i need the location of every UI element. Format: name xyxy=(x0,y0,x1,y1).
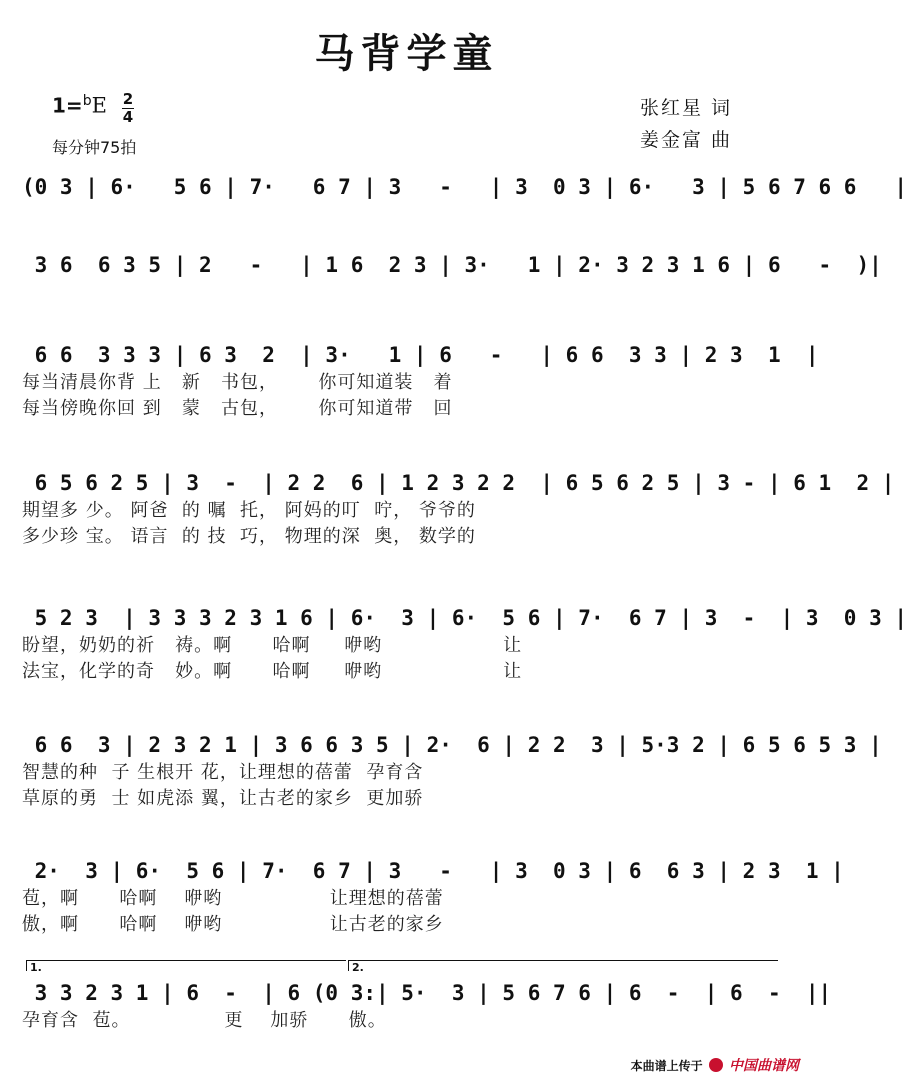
lyric-verse-1: 期望多 少。 阿爸 的 嘱 托， 阿妈的叮 咛， 爷爷的 xyxy=(22,500,476,521)
site-logo-icon xyxy=(709,1058,723,1072)
key-prefix: 1= xyxy=(52,93,83,118)
score-title: 马背学童 xyxy=(314,31,499,77)
notation-line: 6 6 3 | 2 3 2 1 | 3 6 6 3 5 | 2· 6 | 2 2 3 | 5·3 2 | 6 5 6 5 3 | xyxy=(22,733,882,757)
notation-line: 6 6 3 3 3 | 6 3 2 | 3· 1 | 6 - | 6 6 3 3 | 2 3 1 | xyxy=(22,343,819,367)
notation-line: 6 5 6 2 5 | 3 - | 2 2 6 | 1 2 3 2 2 | 6 5 6 2 5 | 3 - | 6 1 2 | xyxy=(22,471,895,495)
lyric-verse-1: 苞，啊 哈啊 咿哟 让理想的蓓蕾 xyxy=(22,888,444,909)
key-signature xyxy=(52,93,107,118)
score-row-6 xyxy=(22,730,882,812)
notation-line: 3 6 6 3 5 | 2 - | 1 6 2 3 | 3· 1 | 2· 3 2 3 1 6 | 6 - )| xyxy=(22,253,882,277)
notation-line: 2· 3 | 6· 5 6 | 7· 6 7 | 3 - | 3 0 3 | 6 6 3 | 2 3 1 | xyxy=(22,859,844,883)
lyric-verse-1: 每当清晨你背 上 新 书包， 你可知道装 着 xyxy=(22,372,453,393)
lyric-verse-2: 多少珍 宝。 语言 的 技 巧， 物理的深 奥， 数学的 xyxy=(22,526,476,547)
score-row-8 xyxy=(22,978,832,1034)
tempo-marking: 每分钟75拍 xyxy=(52,138,137,157)
score-row-4 xyxy=(22,468,895,550)
flat-symbol: b xyxy=(82,93,92,109)
score-row-1 xyxy=(22,172,907,202)
time-top: 2 xyxy=(122,90,134,108)
score-row-5 xyxy=(22,603,907,685)
lyric-verse-1: 智慧的种 子 生根开 花，让理想的蓓蕾 孕育含 xyxy=(22,762,424,783)
score-row-7 xyxy=(22,856,844,938)
notation-line: (0 3 | 6· 5 6 | 7· 6 7 | 3 - | 3 0 3 | 6· 3 | 5 6 7 6 6 | xyxy=(22,175,907,199)
time-signature xyxy=(122,92,134,125)
composer-credit: 姜金富 曲 xyxy=(640,129,733,151)
lyric-verse-2: 傲，啊 哈啊 咿哟 让古老的家乡 xyxy=(22,914,444,935)
footer-site-name: 中国曲谱网 xyxy=(729,1058,799,1074)
lyric-verse-2: 草原的勇 士 如虎添 翼，让古老的家乡 更加骄 xyxy=(22,788,424,809)
footer-credit xyxy=(631,1055,799,1075)
notation-line: 3 3 2 3 1 | 6 - | 6 (0 3:| 5· 3 | 5 6 7 6 | 6 - | 6 - || xyxy=(22,981,832,1005)
lyric-verse-2: 法宝，化学的奇 妙。啊 哈啊 咿哟 让 xyxy=(22,661,523,682)
notation-line: 5 2 3 | 3 3 3 2 3 1 6 | 6· 3 | 6· 5 6 | 7· 6 7 | 3 - | 3 0 3 | xyxy=(22,606,907,630)
volta-first-ending: 1. xyxy=(26,960,346,971)
score-row-3 xyxy=(22,340,819,422)
lyric-verse-1: 孕育含 苞。 更 加骄 傲。 xyxy=(22,1010,387,1031)
score-row-2 xyxy=(22,250,882,280)
lyric-verse-2: 每当傍晚你回 到 蒙 古包， 你可知道带 回 xyxy=(22,398,453,419)
volta-second-ending: 2. xyxy=(348,960,778,971)
lyricist-credit: 张红星 词 xyxy=(640,97,733,119)
time-bottom: 4 xyxy=(122,108,134,126)
lyric-verse-1: 盼望，奶奶的祈 祷。啊 哈啊 咿哟 让 xyxy=(22,635,523,656)
key-note: E xyxy=(91,93,107,118)
footer-prefix: 本曲谱上传于 xyxy=(630,1059,703,1073)
